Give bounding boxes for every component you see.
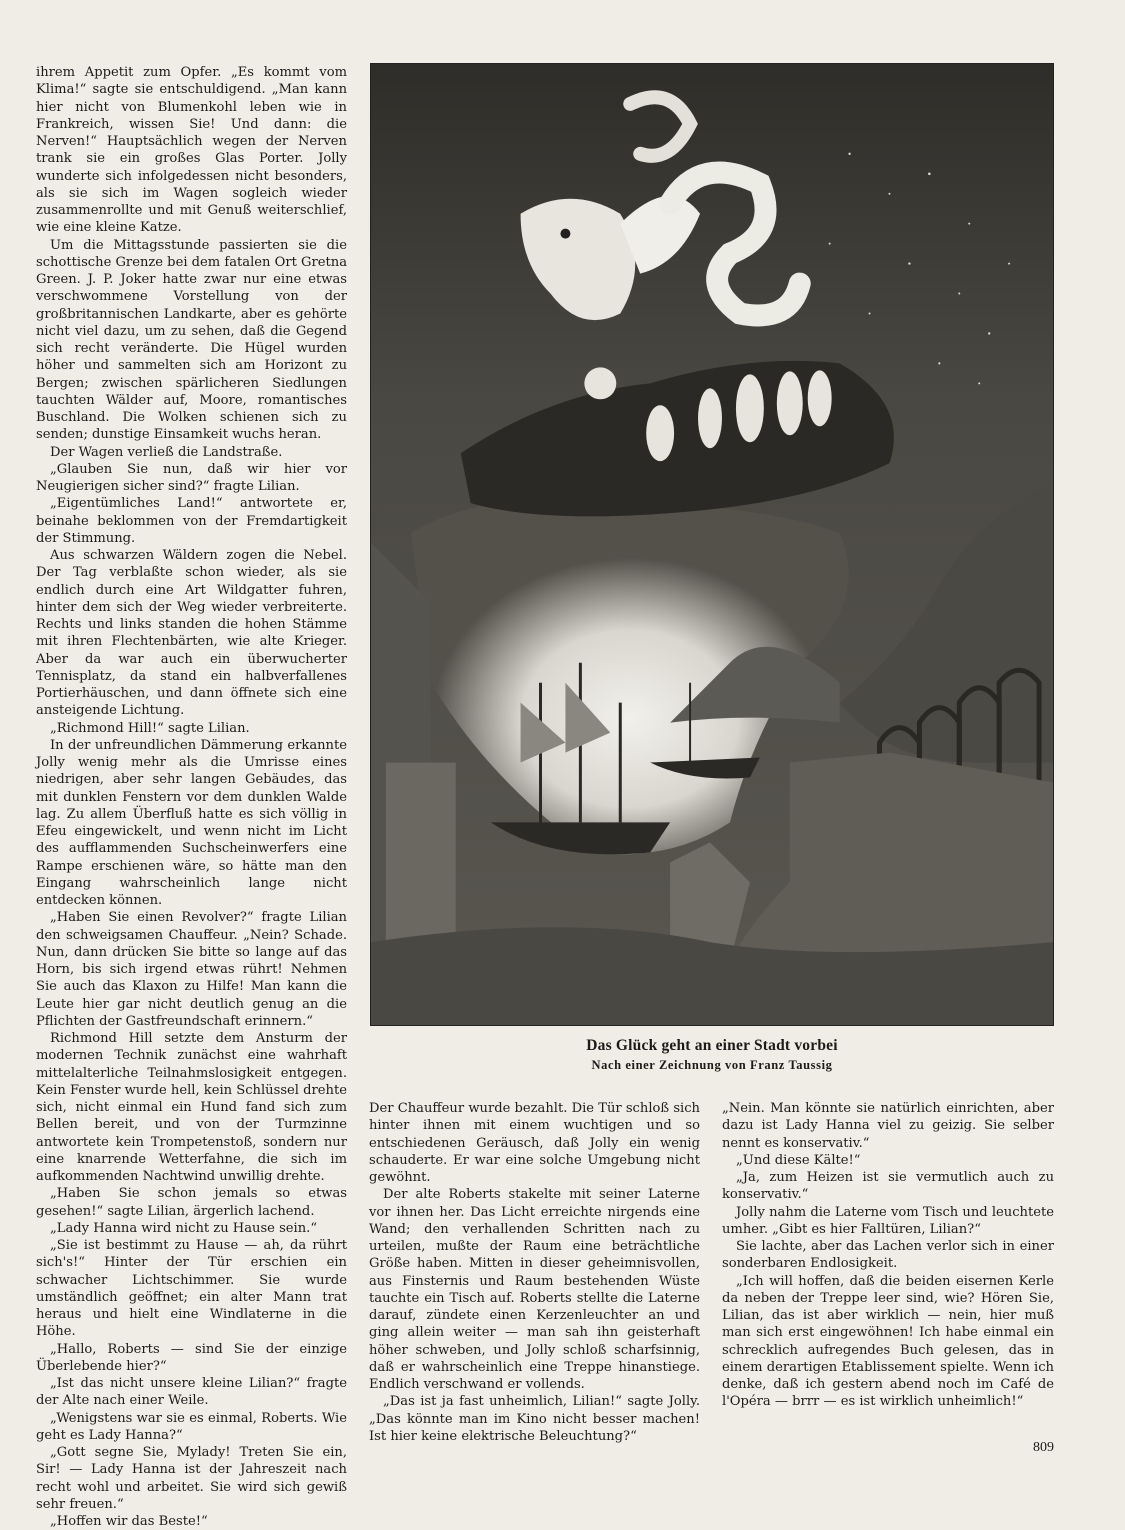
paragraph: „Haben Sie schon jemals so etwas gesehen!“ sagte Lilian, ärgerlich lachend. [36, 1186, 347, 1219]
paragraph: „Und diese Kälte!“ [736, 1152, 861, 1168]
illustration-svg [371, 64, 1053, 1025]
paragraph: In der unfreundlichen Dämmerung erkannte Jolly wenig mehr als die Umrisse eines niedrigen, aber sehr langen Gebäudes, das mit dunklen Fenstern vor dem dunklen Walde lag. Zu allem Überfluß hatte es sich völlig in Efeu eingewickelt, und wenn nicht im Licht des aufflammenden Suchscheinwerfers eine Rampe erschienen wäre, so hätte man den Eingang wahrscheinlich lange nicht entdecken können. [36, 737, 347, 908]
paragraph: „Nein. Man könnte sie natürlich einrichten, aber dazu ist Lady Hanna viel zu geizig. Sie selber nennt es konservativ.“ [722, 1101, 1054, 1151]
illustration-drawing [370, 63, 1054, 1026]
page-number: 809 [1033, 1440, 1054, 1455]
paragraph: Um die Mittagsstunde passierten sie die schottische Grenze bei dem fatalen Ort Gretna Green. J. P. Joker hatte zwar nur eine etwas verschwommene Vorstellung von der großbritannischen Landkarte, aber es gehörte nicht viel dazu, um zu sehen, daß die Gegend sich recht veränderte. Die Hügel wurden höher und sammelten sich am Horizont zu Bergen; zwischen spärlicheren Siedlungen tauchten Wälder auf, Moore, romantisches Buschland. Die Wolken schienen sich zu senden; dunstige Einsamkeit wuchs heran. [36, 237, 348, 443]
left-text-column [36, 64, 347, 1530]
right-text-column [722, 1100, 1054, 1411]
paragraph: „Hallo, Roberts — sind Sie der einzige Überlebende hier?“ [36, 1341, 347, 1374]
middle-text-column [369, 1100, 700, 1445]
caption-credit: Nach einer Zeichnung von Franz Taussig [591, 1058, 833, 1072]
paragraph: „Gott segne Sie, Mylady! Treten Sie ein, Sir! — Lady Hanna ist der Jahreszeit nach recht wohl und arbeitet. Sie wird sich gewiß sehr freuen.“ [36, 1445, 347, 1512]
paragraph: „Richmond Hill!“ sagte Lilian. [50, 720, 250, 736]
paragraph: „Haben Sie einen Revolver?“ fragte Lilian den schweigsamen Chauffeur. „Nein? Schade. Nun, dann drücken Sie bitte so lange auf das Horn, bis sich irgend etwas rührt! Nehmen Sie auch das Klaxon zu Hilfe! Man kann die Leute hier gar nicht deutlich genug an die Pflichten der Gastfreundschaft erinnern.“ [36, 910, 347, 1029]
paragraph: „Eigentümliches Land!“ antwortete er, beinahe beklommen von der Fremdartigkeit der Stimmung. [36, 496, 347, 546]
paragraph: Sie lachte, aber das Lachen verlor sich in einer sonderbaren Endlosigkeit. [722, 1239, 1054, 1272]
paragraph: „Glauben Sie nun, daß wir hier vor Neugierigen sicher sind?“ fragte Lilian. [36, 461, 347, 494]
caption-title: Das Glück geht an einer Stadt vorbei [586, 1037, 838, 1054]
paragraph: Der alte Roberts stakelte mit seiner Laterne vor ihnen her. Das Licht erreichte nirgends eine Wand; den verhallenden Schritten nach zu urteilen, mußte der Raum eine beträchtliche Größe haben. Mitten in dieser geheimnisvollen, aus Finsternis und Raum bestehenden Wüste tauchte ein Tisch auf. Roberts stellte die Laterne darauf, zündete einen Kerzenleuchter an und ging allein weiter — man sah ihn geisterhaft höher schweben, und Jolly schloß scharfsinnig, daß er wahrscheinlich eine Treppe hinanstiege. Endlich verschwand er vollends. [369, 1187, 700, 1392]
paragraph: „Lady Hanna wird nicht zu Hause sein.“ [50, 1220, 318, 1236]
left-house [386, 763, 456, 943]
paragraph: Richmond Hill setzte dem Ansturm der modernen Technik zunächst eine wahrhaft mittelalterliche Teilnahmslosigkeit entgegen. Kein Fenster wurde hell, kein Schlüssel drehte sich, nicht einmal ein Hund fand sich zum Bellen bereit, und von der Turmzinne antwortete kein Trompetenstoß, sondern nur eine knarrende Wetterfahne, die sich im aufkommenden Nachtwind unwillig drehte. [36, 1031, 347, 1184]
paragraph: „Das ist ja fast unheimlich, Lilian!“ sagte Jolly. „Das könnte man im Kino nicht besser machen! Ist hier keine elektrische Beleuchtung?“ [369, 1394, 700, 1444]
paragraph: Aus schwarzen Wäldern zogen die Nebel. Der Tag verblaßte schon wieder, als sie endlich durch eine Art Wildgatter fuhren, hinter dem sich der Weg wieder verbreiterte. Rechts und links standen die hohen Stämme mit ihren Flechtenbärten, wie alte Krieger. Aber da war auch ein überwucherter Tennisplatz, da stand ein halbverfallenes Portierhäuschen, und dann öffnete sich eine ansteigende Lichtung. [36, 548, 347, 719]
paragraph: „Ist das nicht unsere kleine Lilian?“ fragte der Alte nach einer Weile. [36, 1376, 347, 1409]
paragraph: Der Wagen verließ die Landstraße. [50, 444, 283, 460]
paragraph: „Hoffen wir das Beste!“ [50, 1514, 208, 1529]
paragraph: „Sie ist bestimmt zu Hause — ah, da rührt sich's!“ Hinter der Tür erschien ein schwacher Lichtschimmer. Sie wurde umständlich geöffnet; ein alter Mann trat heraus und hielt eine Windlaterne in die Höhe. [36, 1238, 347, 1340]
paragraph: „Ich will hoffen, daß die beiden eisernen Kerle da neben der Treppe leer sind, wie? Hören Sie, Lilian, das ist aber wirklich — nein, hier muß man sich erst eingewöhnen! Ich habe einmal ein schrecklich aufregendes Buch gelesen, das in einem derartigen Etablissement spielte. Wenn ich denke, daß ich gestern abend noch im Café de l'Opéra — brrr — es ist wirklich unheimlich!“ [722, 1273, 1054, 1410]
paragraph: ihrem Appetit zum Opfer. „Es kommt vom Klima!“ sagte sie entschuldigend. „Man kann hier nicht von Blumenkohl leben wie in Frankreich, wissen Sie! Und dann: die Nerven!“ Hauptsächlich wegen der Nerven trank sie ein großes Glas Porter. Jolly wunderte sich infolgedessen nicht besonders, als sie sich im Wagen sogleich wieder zusammenrollte und mit Genuß weiterschlief, wie eine kleine Katze. [36, 65, 347, 236]
paragraph: „Wenigstens war sie es einmal, Roberts. Wie geht es Lady Hanna?“ [36, 1410, 347, 1443]
paragraph: „Ja, zum Heizen ist sie vermutlich auch zu konservativ.“ [722, 1170, 1054, 1203]
paragraph: Der Chauffeur wurde bezahlt. Die Tür schloß sich hinter ihnen mit einem wuchtigen und so entschiedenen Geräusch, daß Jolly ein wenig schauderte. Er war eine solche Umgebung nicht gewöhnt. [369, 1101, 700, 1185]
paragraph: Jolly nahm die Laterne vom Tisch und leuchtete umher. „Gibt es hier Falltüren, Lilian?“ [722, 1204, 1054, 1237]
